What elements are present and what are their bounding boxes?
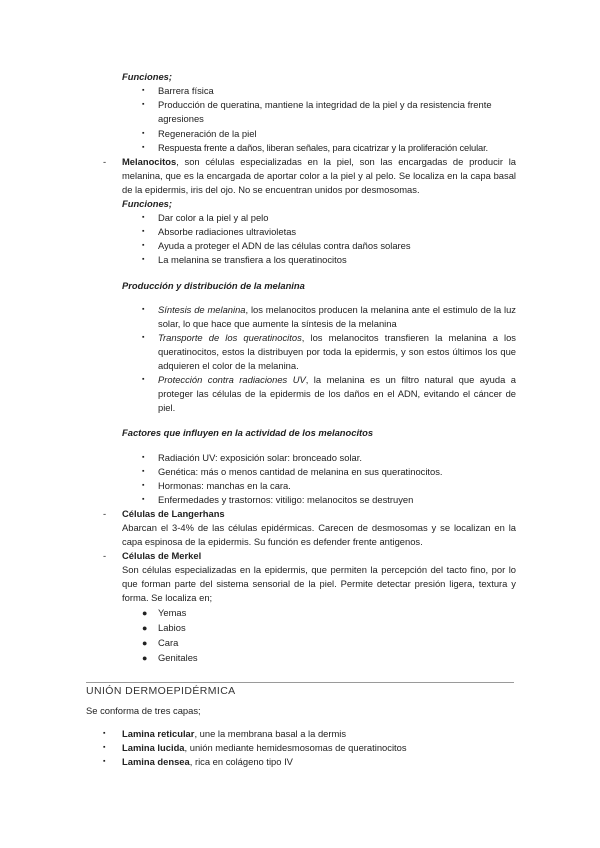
section-title: UNIÓN DERMOEPIDÉRMICA	[86, 685, 236, 697]
section-divider	[86, 682, 514, 683]
document-page: Funciones; ▪ Barrera física ▪ Producción de queratina, mantiene la integridad de la piel y da resistencia frente agresiones ▪ Regeneración de la piel ▪ Respuesta frente a daños, liberan señales, para cicatrizar y la proliferación celular. - Melanocitos, son células especializadas en la piel, son las encargadas de producir la melanina, que es la encargada de aportar color a la piel y al pelo. Se localiza en la capa basal de la epidermis, iris del ojo. No se encuentran unidos por desmosomas. Funciones; ▪ Dar color a la piel y al pelo ▪ Absorbe radiaciones ultravioletas ▪ Ayuda a proteger el ADN de las células contra daños solares ▪ La melanina se transfiera a los queratinocitos Producción y distribución de la melanina ▪ Síntesis de melanina, los melanocitos producen la melanina ante el estimulo de la luz solar, lo que hace que aumente la síntesis de la melanina ▪ Transporte de los queratinocitos, los melanocitos transfieren la melanina a los queratinocitos, estos la distribuyen por toda la epidermis, y son estos últimos los que adquieren el color de la melanina. ▪ Protección contra radiaciones UV, la melanina es un filtro natural que ayuda a proteger las células de la epidermis de los daños en el ADN, evitando el cáncer de piel. Factores que influyen en la actividad de los melanocitos ▪ Radiación UV: exposición solar: bronceado solar. ▪ Genética: más o menos cantidad de melanina en sus queratinocitos. ▪ Hormonas: manchas en la cara. ▪ Enfermedades y trastornos: vitiligo: melanocitos se destruyen - Células de Langerhans Abarcan el 3-4% de las células epidérmicas. Carecen de desmosomas y se localizan en la capa espinosa de la epidermis. Su función es defender frente antigenos. - Células de Merkel Son células especializadas en la epidermis, que permiten la percepción del tacto fino, por lo que forman parte del sistema sensorial de la piel. Permite detectar presión ligera, textura y forma. Se localiza en; ● Yemas ● Labios ● Cara ● Genitales UNIÓN DERMOEPIDÉRMICA Se conforma de tres capas; ▪ Lamina reticular, une la membrana basal a la dermis ▪ Lamina lucida, unión mediante hemidesmosomas de queratinocitos ▪ Lamina densea, rica en colágeno tipo IV	[0, 0, 600, 848]
